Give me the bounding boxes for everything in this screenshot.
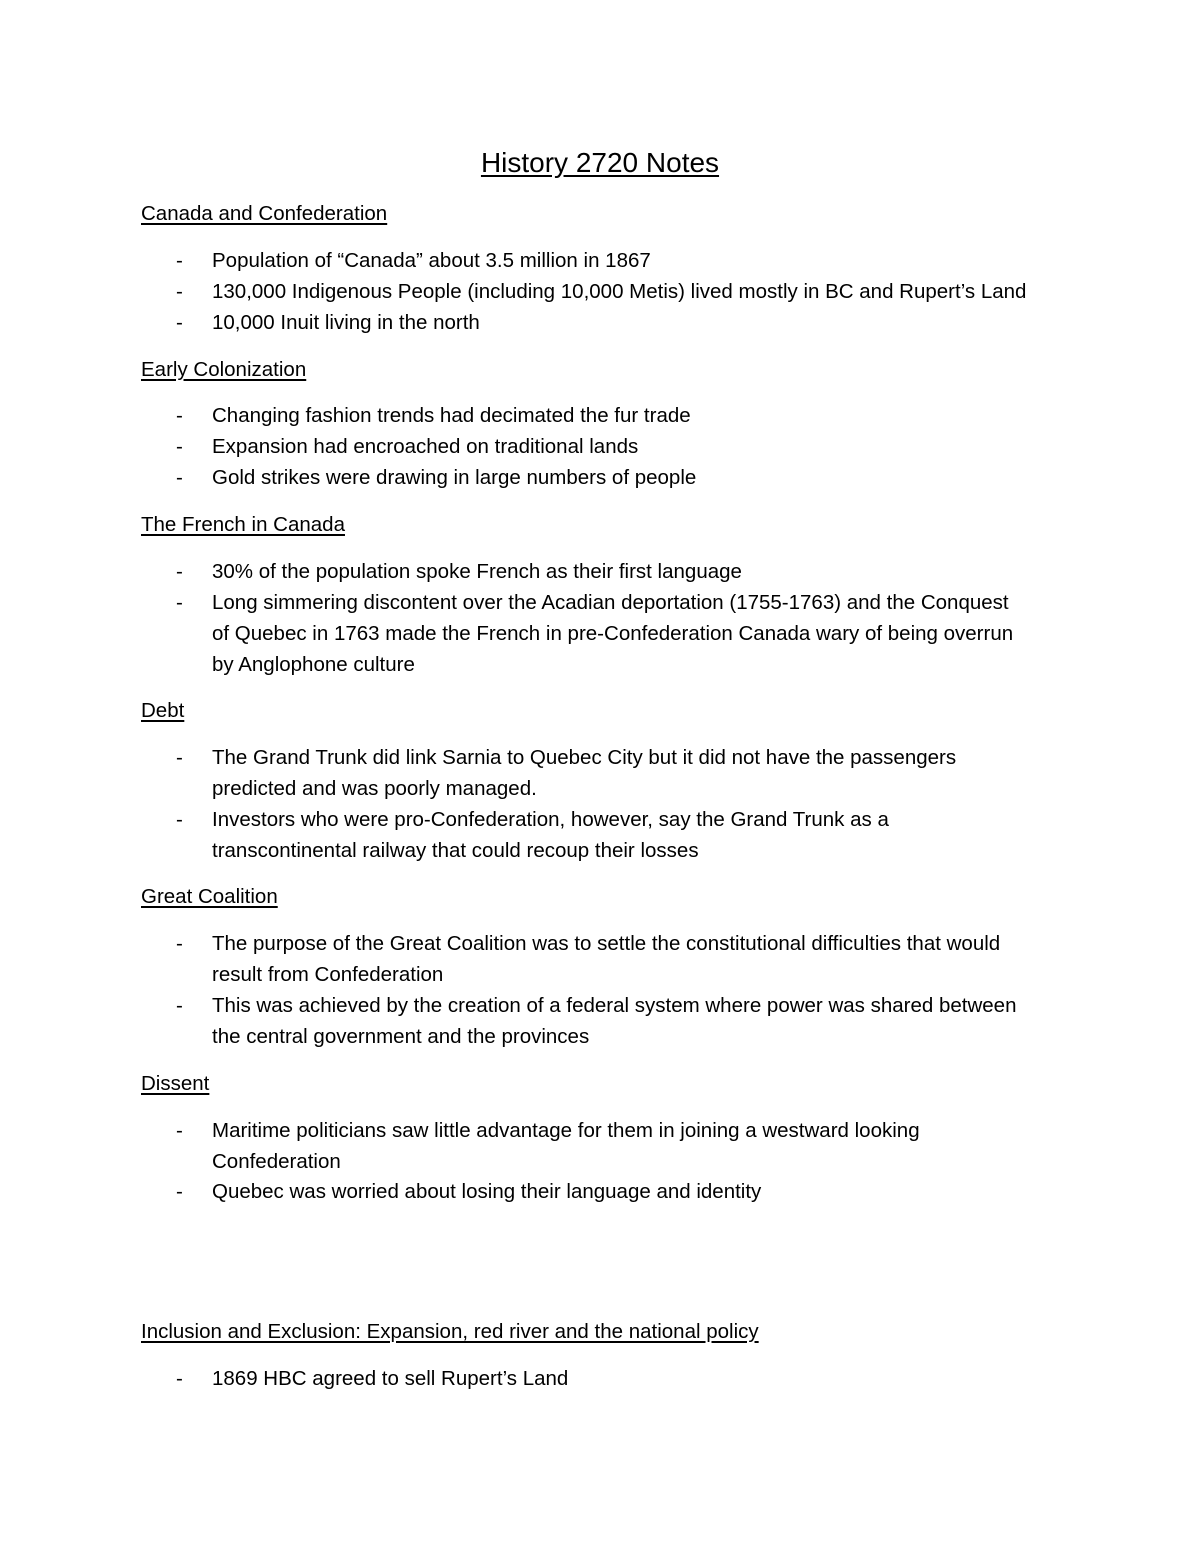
- section-heading-great-coalition: Great Coalition: [141, 885, 278, 908]
- list-item: [176, 742, 1076, 804]
- page-title: History 2720 Notes: [480, 147, 720, 178]
- list-item-text: Maritime politicians saw little advantage for them in joining a westward looking Confederation: [212, 1119, 920, 1173]
- bullet-marker: -: [176, 311, 183, 334]
- list-item: [176, 400, 1076, 431]
- list-item: [176, 804, 1076, 866]
- bullet-marker: -: [176, 249, 183, 272]
- list-item-text: 10,000 Inuit living in the north: [212, 311, 480, 334]
- bullet-marker: -: [176, 435, 183, 458]
- bullet-marker: -: [176, 404, 183, 427]
- list-item-text: Population of “Canada” about 3.5 million in 1867: [212, 249, 651, 272]
- list-item-text: 130,000 Indigenous People (including 10,000 Metis) lived mostly in BC and Rupert’s Land: [212, 280, 1027, 303]
- list-item-text: Gold strikes were drawing in large numbers of people: [212, 466, 697, 489]
- list-item: [176, 462, 1076, 493]
- bullet-marker: -: [176, 1119, 183, 1142]
- list-item-text: Long simmering discontent over the Acadian deportation (1755-1763) and the Conquest of Quebec in 1763 made the French in pre-Confederation Canada wary of being overrun by Anglophone culture: [212, 591, 1014, 676]
- list-item: [176, 587, 1076, 680]
- section-heading-inclusion-exclusion: Inclusion and Exclusion: Expansion, red river and the national policy: [141, 1320, 759, 1343]
- bullet-marker: -: [176, 1367, 183, 1390]
- section-heading-early-colonization: Early Colonization: [141, 358, 307, 381]
- list-item-text: 1869 HBC agreed to sell Rupert’s Land: [212, 1367, 569, 1390]
- list-item: [176, 245, 1076, 276]
- bullet-marker: -: [176, 560, 183, 583]
- list-item-text: The Grand Trunk did link Sarnia to Quebec City but it did not have the passengers predicted and was poorly managed.: [212, 746, 957, 800]
- list-item: [176, 928, 1076, 990]
- list-item-text: This was achieved by the creation of a federal system where power was shared between the central government and the provinces: [212, 994, 1017, 1048]
- bullet-marker: -: [176, 746, 183, 769]
- list-item-text: Quebec was worried about losing their language and identity: [212, 1180, 762, 1203]
- list-item-text: Expansion had encroached on traditional lands: [212, 435, 639, 458]
- bullet-marker: -: [176, 466, 183, 489]
- list-item-text: Changing fashion trends had decimated the fur trade: [212, 404, 691, 427]
- list-item: [176, 1363, 1076, 1394]
- section-heading-dissent: Dissent: [141, 1072, 210, 1095]
- section-heading-french-in-canada: The French in Canada: [141, 513, 345, 536]
- bullet-marker: -: [176, 1180, 183, 1203]
- section-heading-debt: Debt: [141, 699, 185, 722]
- list-item: [176, 990, 1076, 1052]
- list-item: [176, 307, 1076, 338]
- section-heading-canada-confederation: Canada and Confederation: [141, 202, 388, 225]
- bullet-marker: -: [176, 994, 183, 1017]
- list-item: [176, 556, 1076, 587]
- bullet-marker: -: [176, 591, 183, 614]
- list-item: [176, 431, 1076, 462]
- list-item: [176, 276, 1076, 307]
- bullet-marker: -: [176, 808, 183, 831]
- list-item: [176, 1176, 1076, 1207]
- list-item-text: Investors who were pro-Confederation, however, say the Grand Trunk as a transcontinental railway that could recoup their losses: [212, 808, 889, 862]
- bullet-marker: -: [176, 932, 183, 955]
- list-item-text: 30% of the population spoke French as their first language: [212, 560, 742, 583]
- list-item: [176, 1115, 1076, 1177]
- bullet-marker: -: [176, 280, 183, 303]
- list-item-text: The purpose of the Great Coalition was to settle the constitutional difficulties that would result from Confederation: [212, 932, 1001, 986]
